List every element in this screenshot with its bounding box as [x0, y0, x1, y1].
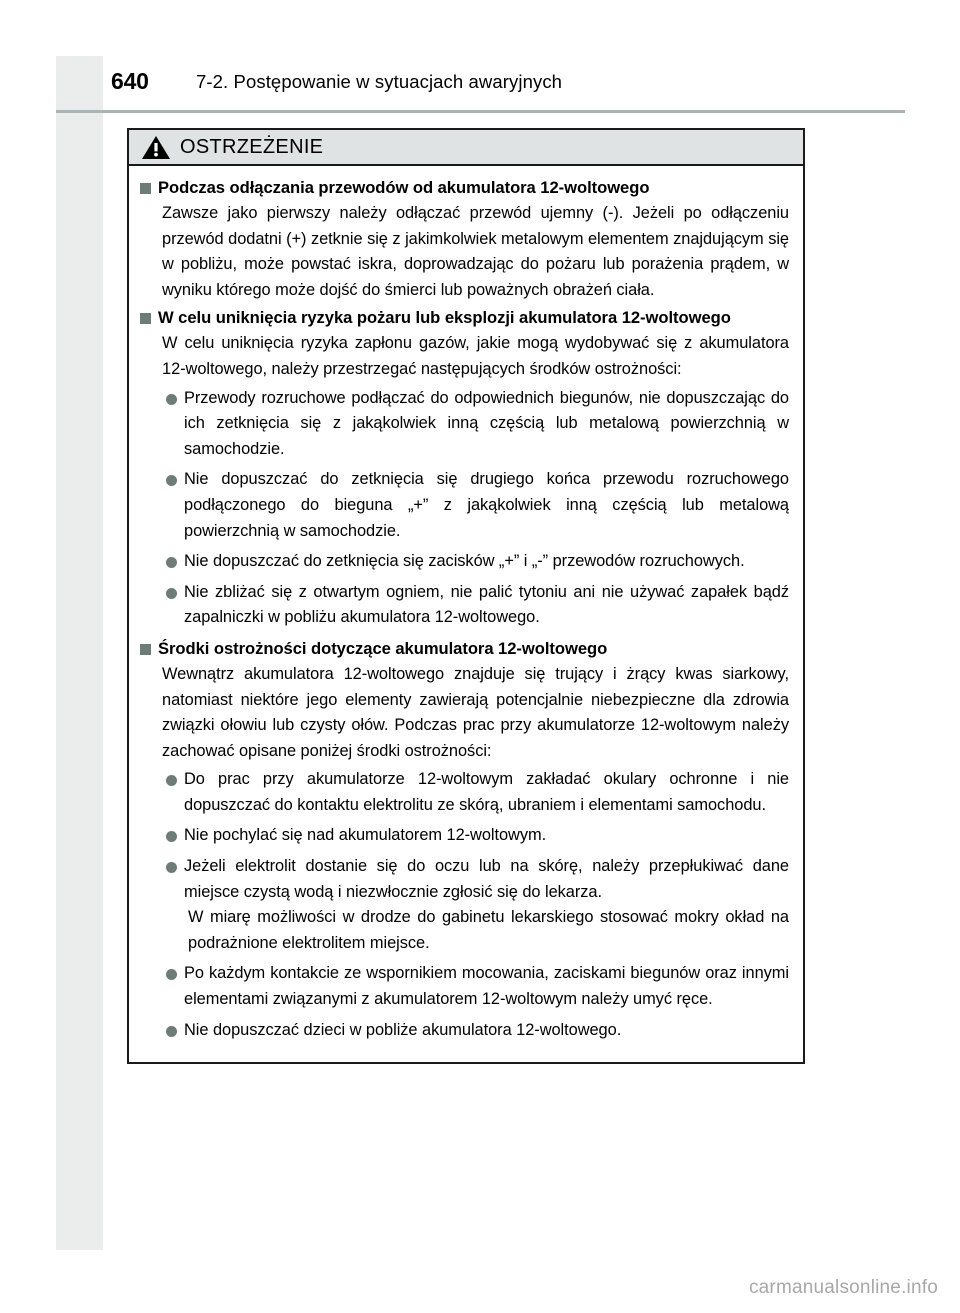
list-item	[166, 549, 789, 575]
list-item-label: Nie pochylać się nad akumulatorem 12-woltowym.	[184, 826, 547, 845]
list-item	[166, 823, 789, 849]
section-heading	[140, 305, 791, 331]
section-heading	[140, 636, 791, 662]
section-bullet-list	[140, 767, 791, 1043]
section-paragraph: W celu uniknięcia ryzyka zapłonu gazów, jakie mogą wydobywać się z akumulatora 12-woltowego, należy przestrzegać następujących środków ostrożności:	[162, 334, 789, 378]
warning-box-header	[129, 130, 803, 166]
list-item-label: Nie zbliżać się z otwartym ogniem, nie palić tytoniu ani nie używać zapałek bądź zapalniczki w pobliżu akumulatora 12-woltowego.	[184, 582, 789, 627]
round-bullet-icon	[166, 862, 177, 873]
warning-section	[140, 305, 791, 631]
warning-box	[127, 128, 805, 1064]
round-bullet-icon	[166, 831, 177, 842]
site-watermark: carmanualsonline.info	[748, 1277, 938, 1298]
list-item	[166, 467, 789, 544]
list-item	[166, 767, 789, 818]
list-item-label: Do prac przy akumulatorze 12-woltowym zakładać okulary ochronne i nie dopuszczać do kontaktu elektrolitu ze skórą, ubraniem i elementami samochodu.	[184, 770, 789, 814]
page-header	[0, 66, 960, 104]
section-bullet-list	[140, 386, 791, 631]
list-item-label: Nie dopuszczać do zetknięcia się zacisków „+” i „-” przewodów rozruchowych.	[184, 552, 745, 571]
list-item-label: Nie dopuszczać do zetknięcia się drugiego końca przewodu rozruchowego podłączonego do bieguna „+” z jakąkolwiek inną częścią lub metalową powierzchnią w samochodzie.	[184, 470, 789, 540]
list-item	[166, 1018, 789, 1044]
list-item-main-text: Jeżeli elektrolit dostanie się do oczu lub na skórę, należy przepłukiwać dane miejsce czystą wodą i niezwłocznie zgłosić się do lekarza.	[184, 857, 789, 901]
section-paragraph: Zawsze jako pierwszy należy odłączać przewód ujemny (-). Jeżeli po odłączeniu przewód dodatni (+) zetknie się z jakimkolwiek metalowym elementem znajdującym się w pobliżu, może powstać iskra, doprowadzając do pożaru lub porażenia prądem, w wyniku którego może dojść do śmierci lub poważnych obrażeń ciała.	[162, 204, 789, 299]
warning-section	[140, 175, 791, 303]
list-item	[166, 580, 789, 631]
section-paragraph: Wewnątrz akumulatora 12-woltowego znajduje się trujący i żrący kwas siarkowy, natomiast niektóre jego elementy zawierają potencjalnie niebezpieczne dla zdrowia związki ołowiu lub czysty ołów. Podczas prac przy akumulatorze 12-woltowym należy zachować opisane poniżej środki ostrożności:	[162, 664, 789, 760]
round-bullet-icon	[166, 775, 177, 786]
warning-section	[140, 636, 791, 1043]
round-bullet-icon	[166, 475, 177, 486]
warning-title: OSTRZEŻENIE	[180, 136, 324, 158]
list-item-label: Nie dopuszczać dzieci w pobliże akumulatora 12-woltowego.	[184, 1020, 622, 1039]
list-item-extra-line: W miarę możliwości w drodze do gabinetu lekarskiego stosować mokry okład na podrażnione elektrolitem miejsce.	[188, 908, 789, 952]
section-heading-label: Podczas odłączania przewodów od akumulatora 12-woltowego	[158, 178, 650, 197]
list-item	[166, 386, 789, 463]
list-item-label: Przewody rozruchowe podłączać do odpowiednich biegunów, nie dopuszczając do ich zetknięcia się z jakąkolwiek inną częścią lub metalową powierzchnią w samochodzie.	[184, 388, 789, 458]
list-item-label	[184, 854, 789, 956]
warning-triangle-icon	[141, 135, 171, 160]
round-bullet-icon	[166, 969, 177, 980]
square-bullet-icon	[140, 644, 151, 655]
warning-box-body	[129, 166, 803, 1062]
section-heading-label: Środki ostrożności dotyczące akumulatora 12-woltowego	[158, 638, 608, 658]
square-bullet-icon	[140, 183, 151, 194]
round-bullet-icon	[166, 557, 177, 568]
page-number: 640	[111, 68, 149, 94]
section-heading-label: W celu uniknięcia ryzyka pożaru lub eksplozji akumulatora 12-woltowego	[158, 308, 731, 328]
page-side-tab-band	[56, 56, 103, 1250]
round-bullet-icon	[166, 588, 177, 599]
header-divider	[56, 110, 905, 113]
list-item	[166, 961, 789, 1012]
round-bullet-icon	[166, 394, 177, 405]
square-bullet-icon	[140, 313, 151, 324]
section-heading	[140, 175, 791, 201]
page-title: 7-2. Postępowanie w sytuacjach awaryjnych	[196, 71, 563, 92]
list-item-label: Po każdym kontakcie ze wspornikiem mocowania, zaciskami biegunów oraz innymi elementami związanymi z akumulatorem 12-woltowym należy umyć ręce.	[184, 964, 789, 1009]
list-item	[166, 854, 789, 956]
round-bullet-icon	[166, 1026, 177, 1037]
